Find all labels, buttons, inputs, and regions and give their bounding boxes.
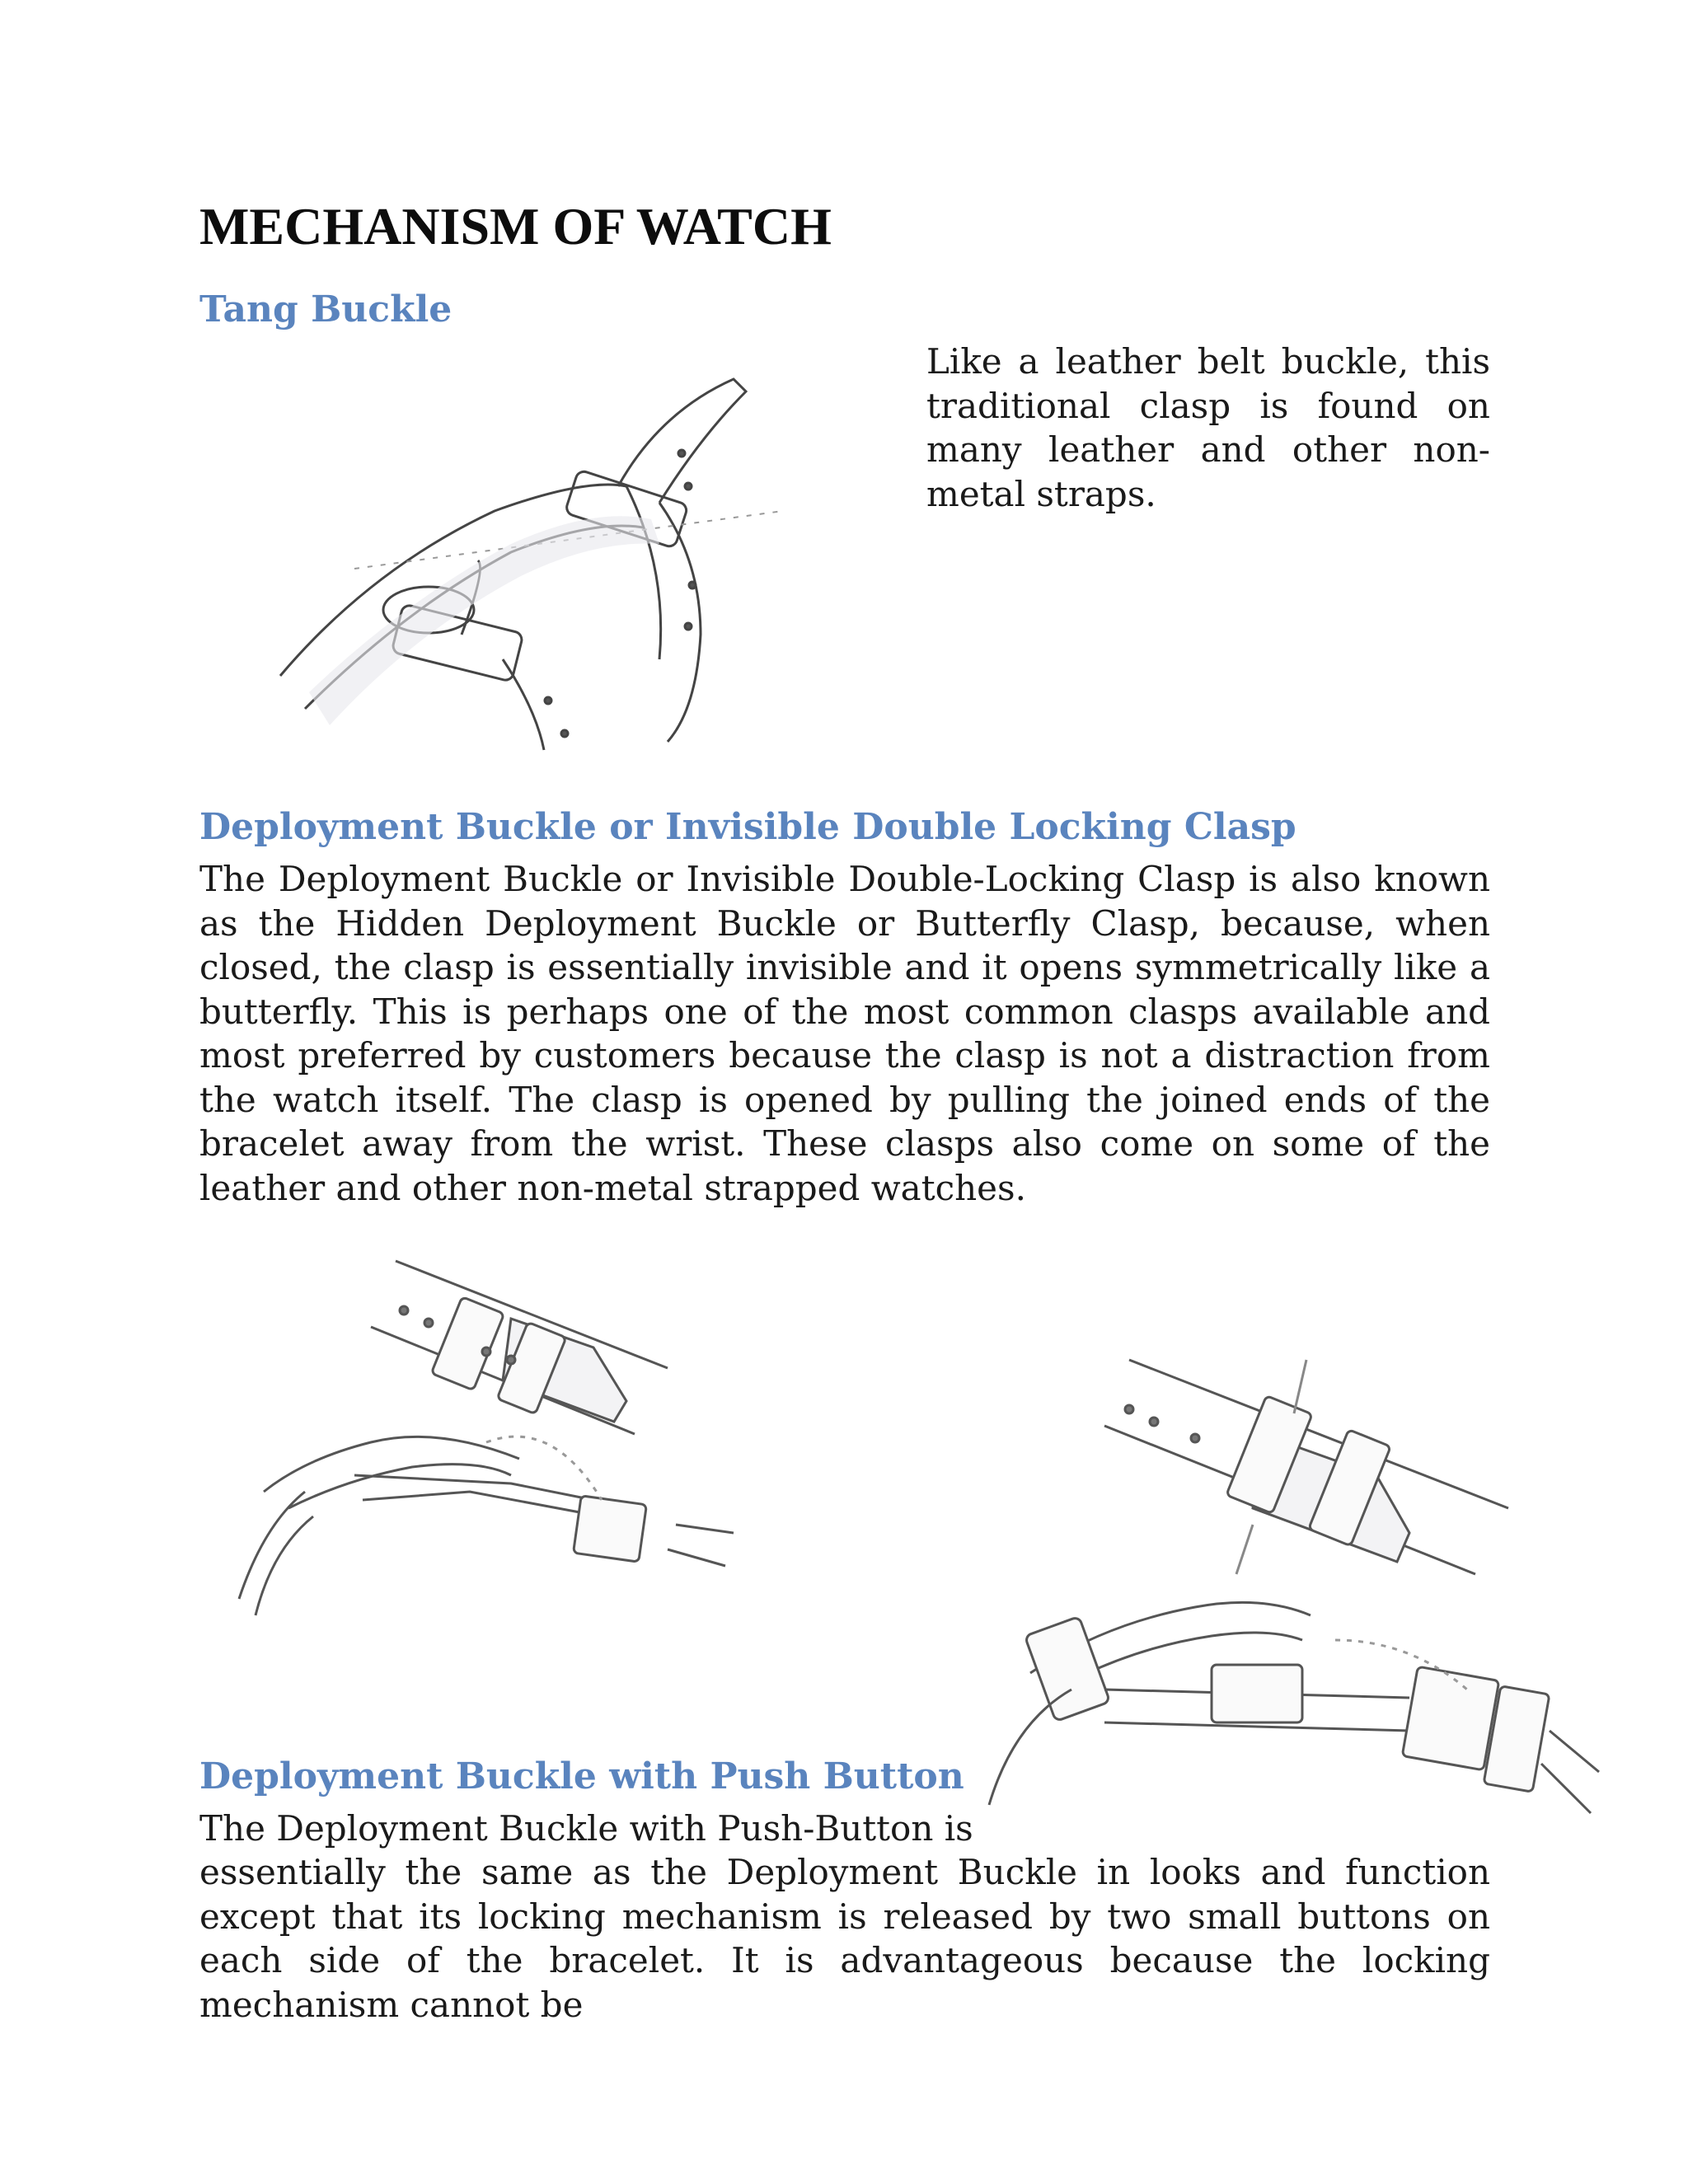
tang-buckle-paragraph: Like a leather belt buckle, this traditional clasp is found on many leather and other non-metal straps. — [926, 341, 1490, 514]
section-heading-push-button-buckle: Deployment Buckle with Push Button — [199, 1755, 964, 1797]
deployment-buckle-illustration — [239, 1253, 750, 1615]
deployment-buckle-paragraph: The Deployment Buckle or Invisible Double-Locking Clasp is also known as the Hidden Deployment Buckle or Butterfly Clasp, because, when closed, the clasp is essentially invisible and it opens symmetrically like a butterfly. This is perhaps one of the most common clasps available and most preferred by customers because the clasp is not a distraction from the watch itself. The clasp is opened by pulling the joined ends of the bracelet away from the wrist. These clasps also come on some of the leather and other non-metal strapped watches. — [199, 859, 1490, 1208]
section-heading-deployment-buckle: Deployment Buckle or Invisible Double Locking Clasp — [199, 806, 1296, 848]
tang-buckle-illustration — [272, 363, 832, 758]
push-button-paragraph: essentially the same as the Deployment Buckle in looks and function except that its locking mechanism is released by two small buttons on each side of the bracelet. It is advantageous because the locking mechanism cannot be — [199, 1852, 1490, 2025]
push-button-deployment-buckle-illustration — [981, 1343, 1607, 1830]
push-button-paragraph-first-line: The Deployment Buckle with Push-Button is — [199, 1808, 973, 1849]
page-title: MECHANISM OF WATCH — [199, 197, 832, 255]
section-heading-tang-buckle: Tang Buckle — [199, 288, 452, 330]
